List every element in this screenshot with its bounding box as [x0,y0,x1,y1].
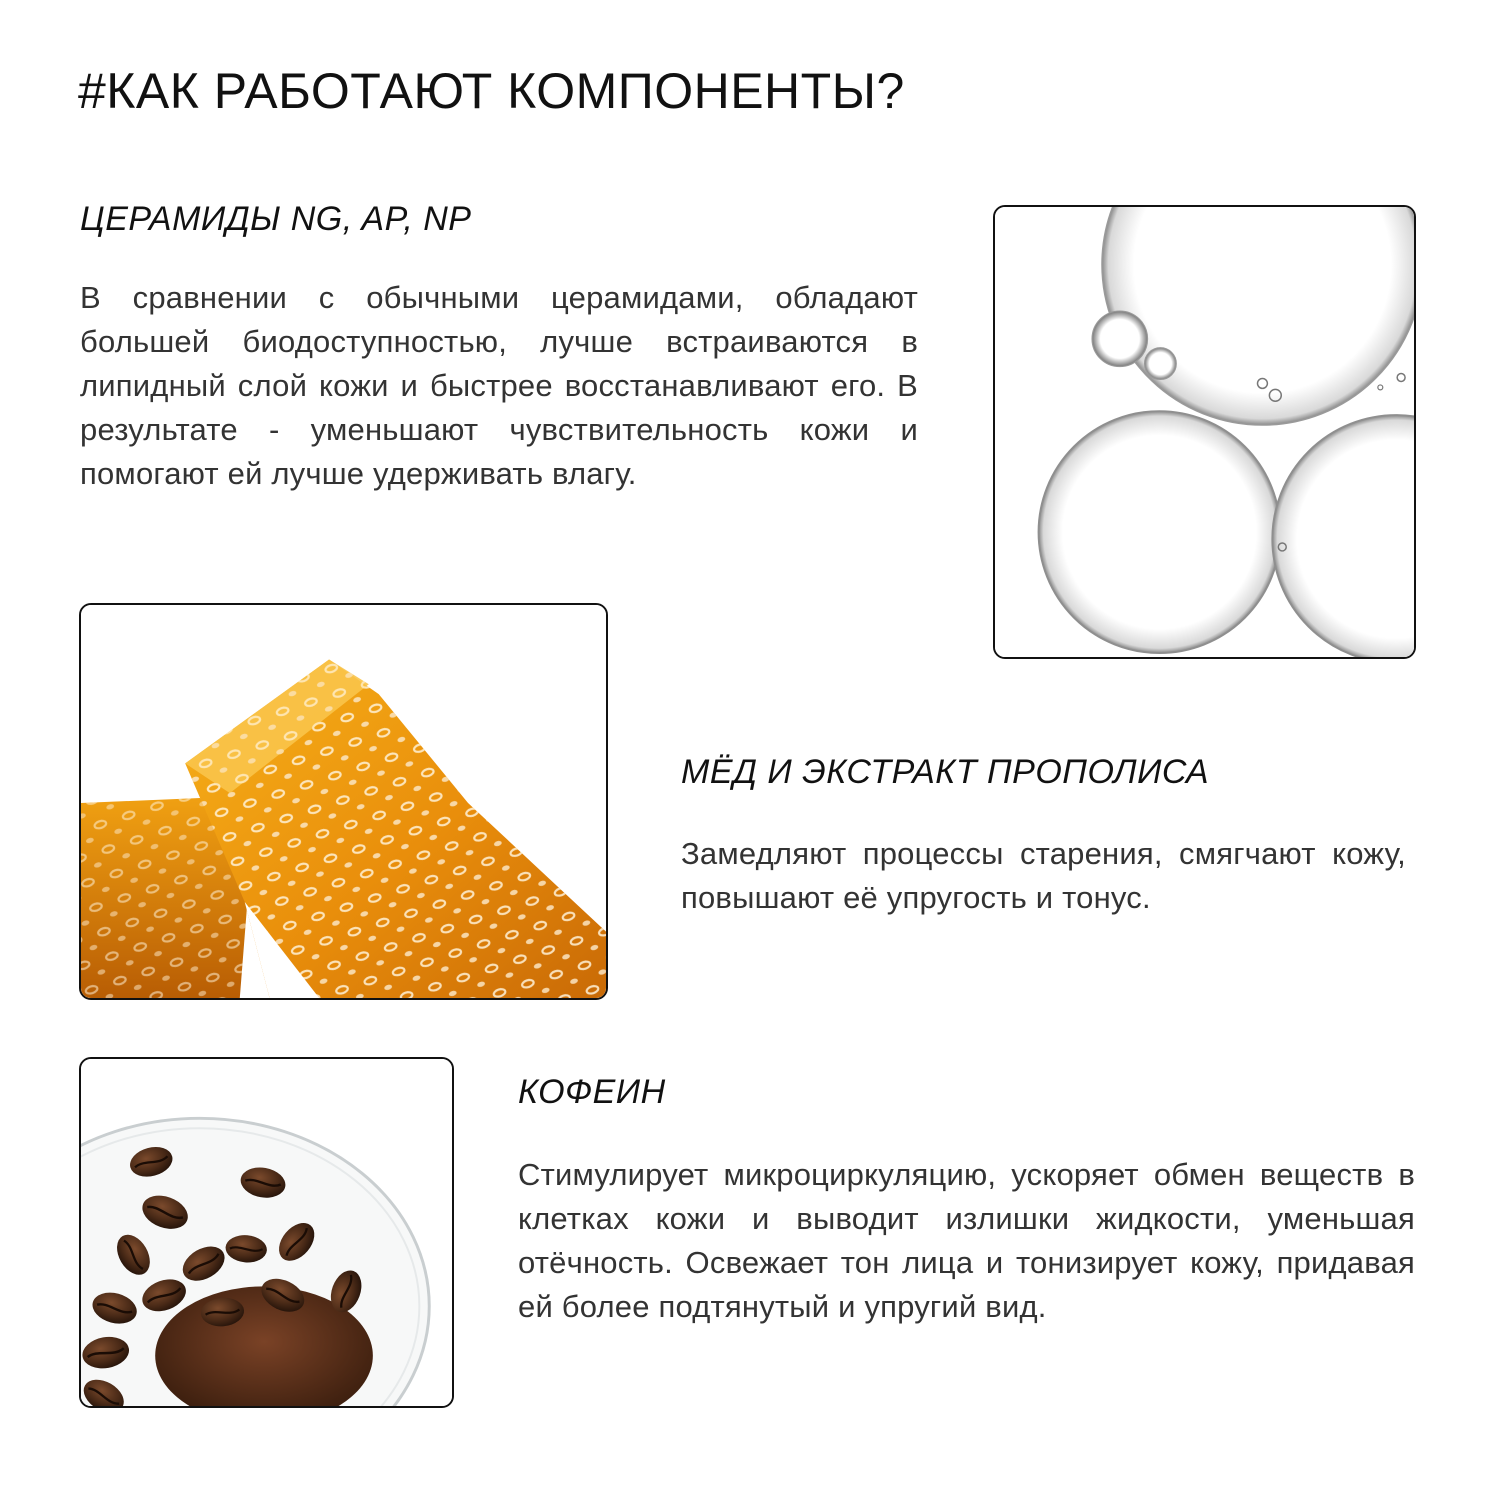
honeycomb-image [79,603,608,1000]
section-title-ceramides: ЦЕРАМИДЫ NG, AP, NP [80,200,472,238]
section-title-honey: МЁД И ЭКСТРАКТ ПРОПОЛИСА [681,753,1209,791]
bubbles-image [993,205,1416,659]
coffee-image [79,1057,454,1408]
section-text-honey: Замедляют процессы старения, смягчают кожу, повышают её упругость и тонус. [681,836,1406,915]
page-title: #КАК РАБОТАЮТ КОМПОНЕНТЫ? [78,63,905,119]
section-text-ceramides: В сравнении с обычными церамидами, обладают большей биодоступностью, лучше встраиваются в липидный слой кожи и быстрее восстанавливают его. В результате - уменьшают чувствительность кожи и помогают ей лучше удерживать влагу. [80,280,918,491]
section-text-caffeine: Стимулирует микроциркуляцию, ускоряет обмен веществ в клетках кожи и выводит излишки жидкости, уменьшая отёчность. Освежает тон лица и тонизирует кожу, придавая ей более подтянутый и упругий вид. [518,1157,1415,1324]
section-title-caffeine: КОФЕИН [518,1073,666,1111]
